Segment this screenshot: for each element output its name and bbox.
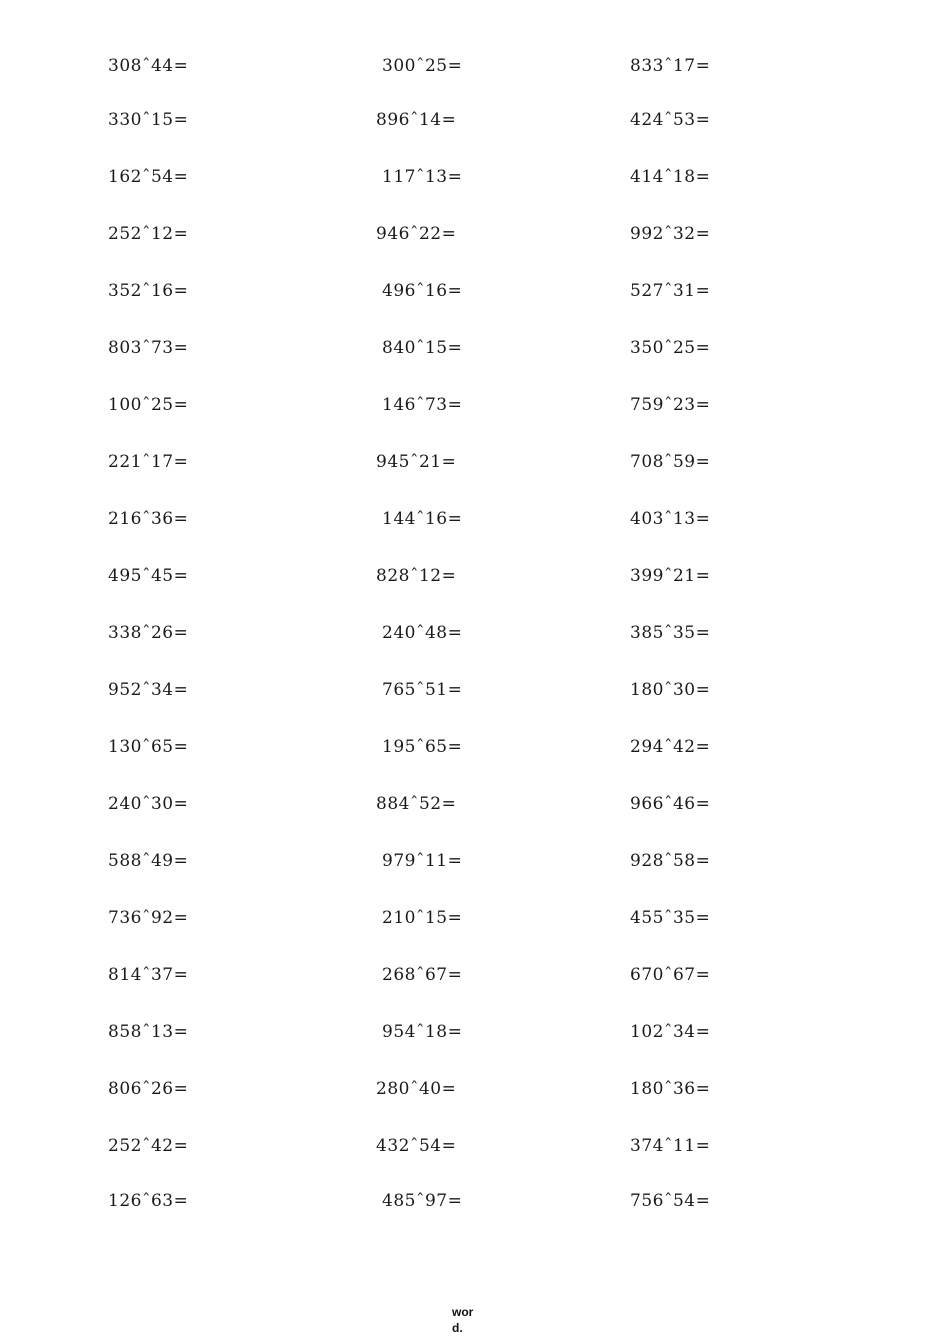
problem-row [0, 393, 950, 417]
problem-cell: 399ˆ21= [630, 566, 711, 586]
problem-row [0, 792, 950, 816]
problem-cell: 403ˆ13= [630, 509, 711, 529]
problem-cell: 294ˆ42= [630, 737, 711, 757]
problem-cell: 485ˆ97= [382, 1191, 463, 1211]
problem-cell: 144ˆ16= [382, 509, 463, 529]
problem-row [0, 165, 950, 189]
problem-cell: 424ˆ53= [630, 110, 711, 130]
problem-cell: 374ˆ11= [630, 1136, 711, 1156]
problem-cell: 979ˆ11= [382, 851, 463, 871]
problem-cell: 180ˆ36= [630, 1079, 711, 1099]
problem-cell: 195ˆ65= [382, 737, 463, 757]
problem-cell: 803ˆ73= [108, 338, 189, 358]
problem-row [0, 564, 950, 588]
footer-text-line-1: wor [452, 1305, 474, 1319]
problem-cell: 100ˆ25= [108, 395, 189, 415]
problem-cell: 240ˆ48= [382, 623, 463, 643]
problem-cell: 736ˆ92= [108, 908, 189, 928]
problem-cell: 828ˆ12= [376, 566, 457, 586]
problem-cell: 992ˆ32= [630, 224, 711, 244]
problem-cell: 240ˆ30= [108, 794, 189, 814]
problem-cell: 945ˆ21= [376, 452, 457, 472]
problem-cell: 759ˆ23= [630, 395, 711, 415]
problem-cell: 952ˆ34= [108, 680, 189, 700]
problem-cell: 806ˆ26= [108, 1079, 189, 1099]
problem-cell: 496ˆ16= [382, 281, 463, 301]
problem-row [0, 735, 950, 759]
problem-row [0, 963, 950, 987]
problem-cell: 495ˆ45= [108, 566, 189, 586]
problem-cell: 180ˆ30= [630, 680, 711, 700]
problem-cell: 814ˆ37= [108, 965, 189, 985]
problem-row [0, 1134, 950, 1158]
problem-cell: 954ˆ18= [382, 1022, 463, 1042]
footer-text-line-2: d. [452, 1321, 463, 1335]
problem-cell: 432ˆ54= [376, 1136, 457, 1156]
problem-cell: 670ˆ67= [630, 965, 711, 985]
problem-cell: 588ˆ49= [108, 851, 189, 871]
problem-row [0, 507, 950, 531]
problem-row [0, 108, 950, 132]
problem-cell: 756ˆ54= [630, 1191, 711, 1211]
problem-cell: 928ˆ58= [630, 851, 711, 871]
problem-row [0, 678, 950, 702]
problem-cell: 765ˆ51= [382, 680, 463, 700]
page-footer [452, 1304, 492, 1336]
problem-cell: 352ˆ16= [108, 281, 189, 301]
problem-cell: 252ˆ12= [108, 224, 189, 244]
problem-cell: 858ˆ13= [108, 1022, 189, 1042]
problem-cell: 252ˆ42= [108, 1136, 189, 1156]
problem-row [0, 1189, 950, 1213]
problem-cell: 210ˆ15= [382, 908, 463, 928]
problem-row [0, 1020, 950, 1044]
problem-row [0, 906, 950, 930]
problem-cell: 350ˆ25= [630, 338, 711, 358]
problem-row [0, 54, 950, 78]
problem-cell: 162ˆ54= [108, 167, 189, 187]
problem-row [0, 222, 950, 246]
problem-cell: 280ˆ40= [376, 1079, 457, 1099]
problem-cell: 268ˆ67= [382, 965, 463, 985]
problem-cell: 966ˆ46= [630, 794, 711, 814]
problem-cell: 708ˆ59= [630, 452, 711, 472]
problem-cell: 126ˆ63= [108, 1191, 189, 1211]
problem-cell: 216ˆ36= [108, 509, 189, 529]
problem-cell: 455ˆ35= [630, 908, 711, 928]
problem-row [0, 849, 950, 873]
problem-cell: 896ˆ14= [376, 110, 457, 130]
problem-cell: 527ˆ31= [630, 281, 711, 301]
problem-row [0, 279, 950, 303]
problem-cell: 946ˆ22= [376, 224, 457, 244]
problem-cell: 385ˆ35= [630, 623, 711, 643]
problem-row [0, 336, 950, 360]
problem-cell: 330ˆ15= [108, 110, 189, 130]
problem-cell: 117ˆ13= [382, 167, 463, 187]
problem-cell: 338ˆ26= [108, 623, 189, 643]
problem-cell: 102ˆ34= [630, 1022, 711, 1042]
problem-row [0, 1077, 950, 1101]
problem-cell: 884ˆ52= [376, 794, 457, 814]
problem-row [0, 621, 950, 645]
problem-cell: 833ˆ17= [630, 56, 711, 76]
problem-cell: 308ˆ44= [108, 56, 189, 76]
problem-row [0, 450, 950, 474]
problem-cell: 300ˆ25= [382, 56, 463, 76]
problem-cell: 414ˆ18= [630, 167, 711, 187]
problem-cell: 146ˆ73= [382, 395, 463, 415]
problem-cell: 130ˆ65= [108, 737, 189, 757]
problem-cell: 840ˆ15= [382, 338, 463, 358]
problem-cell: 221ˆ17= [108, 452, 189, 472]
